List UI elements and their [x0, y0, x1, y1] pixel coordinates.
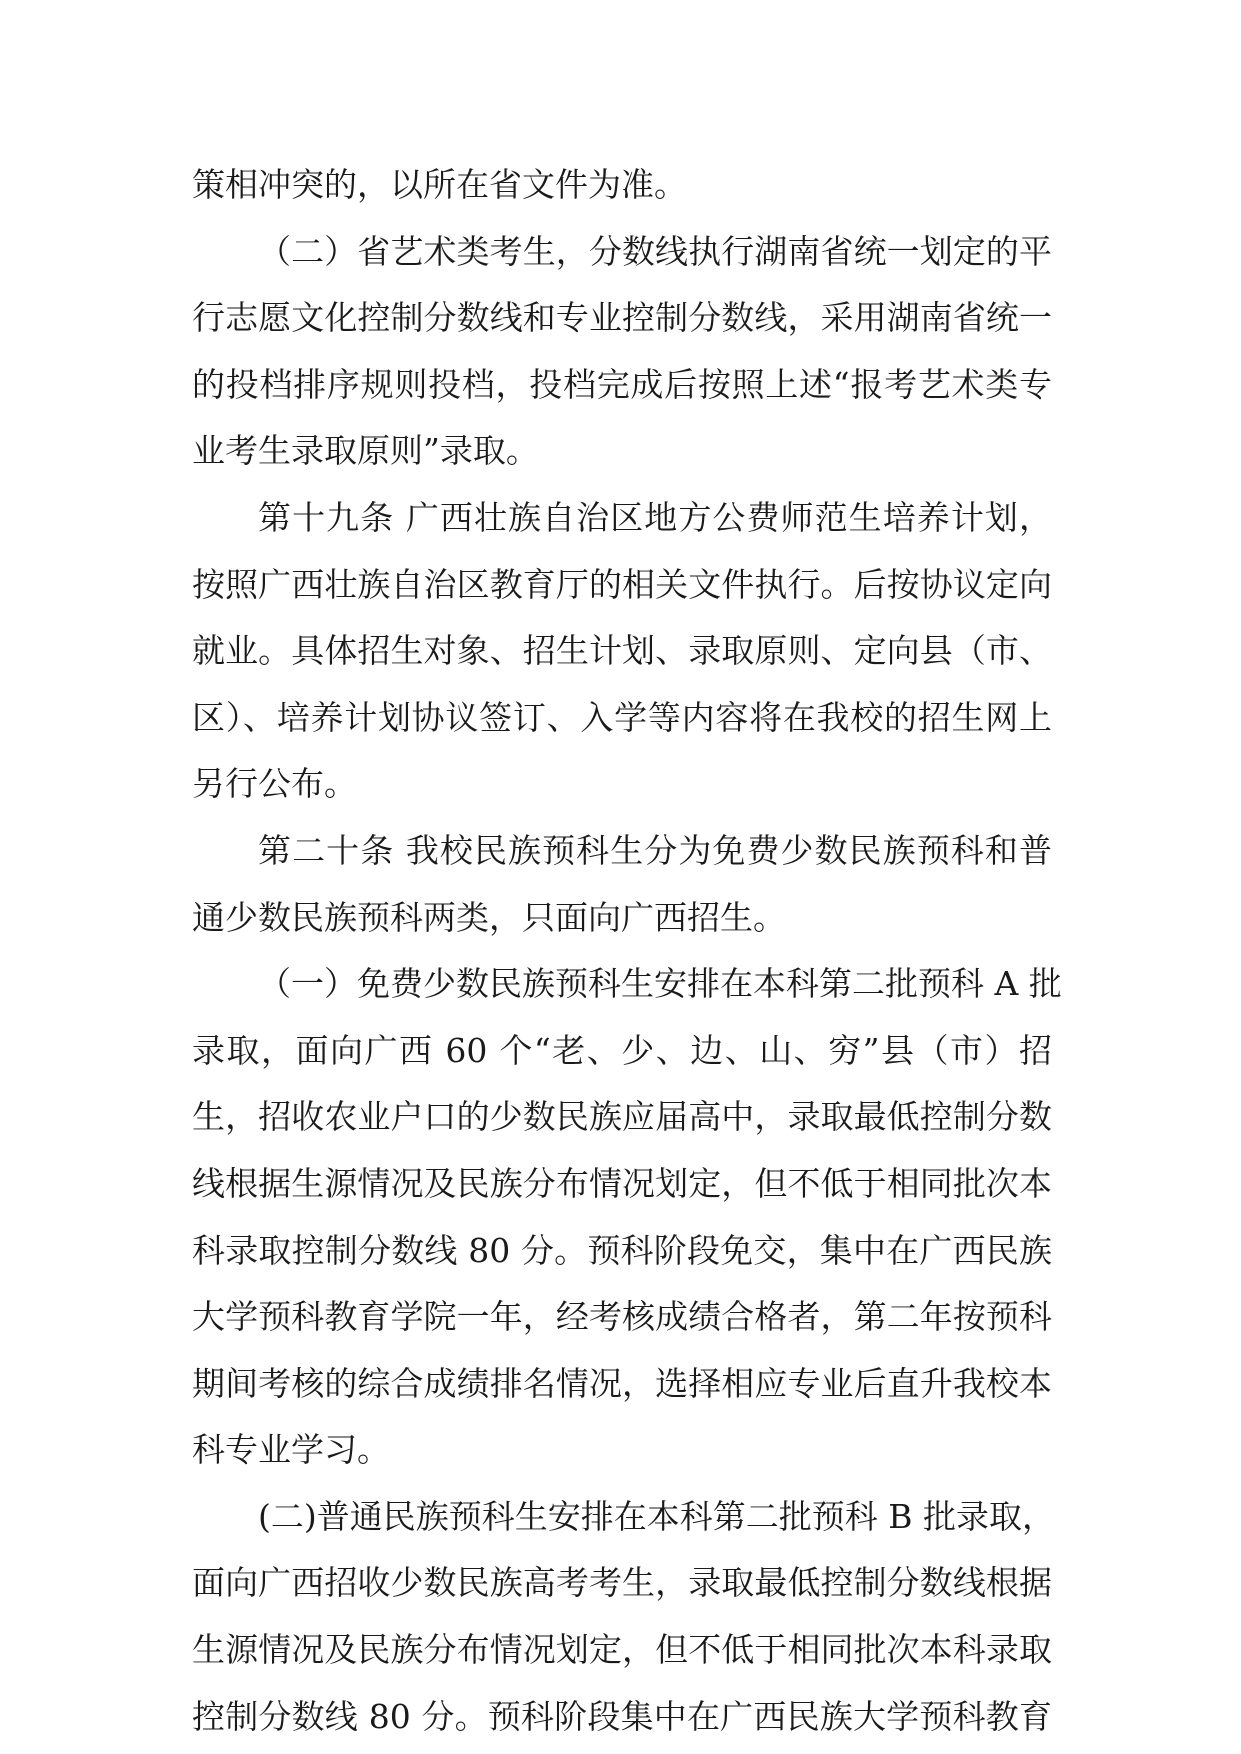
text-line: 科录取控制分数线 80 分。预科阶段免交，集中在广西民族 — [192, 1230, 1052, 1270]
text-line: 大学预科教育学院一年，经考核成绩合格者，第二年按预科 — [192, 1297, 1052, 1337]
text-line: （一）免费少数民族预科生安排在本科第二批预科 A 批 — [258, 964, 1062, 1004]
text-line: 面向广西招收少数民族高考考生，录取最低控制分数线根据 — [192, 1563, 1052, 1603]
text-line: 期间考核的综合成绩排名情况，选择相应专业后直升我校本 — [192, 1363, 1052, 1403]
text-line: 录取，面向广西 60 个“老、少、边、山、穷”县（市）招 — [192, 1030, 1052, 1070]
text-line: 行志愿文化控制分数线和专业控制分数线，采用湖南省统一 — [192, 298, 1052, 338]
text-line: 控制分数线 80 分。预科阶段集中在广西民族大学预科教育 — [192, 1696, 1052, 1736]
text-line: 业考生录取原则”录取。 — [192, 431, 539, 471]
text-line: 通少数民族预科两类，只面向广西招生。 — [192, 897, 786, 937]
text-line: 的投档排序规则投档，投档完成后按照上述“报考艺术类专 — [192, 364, 1052, 404]
text-line: 就业。具体招生对象、招生计划、录取原则、定向县（市、 — [192, 631, 1052, 671]
text-line: 区）、培养计划协议签订、入学等内容将在我校的招生网上 — [192, 697, 1052, 737]
text-line: (二)普通民族预科生安排在本科第二批预科 B 批录取， — [258, 1496, 1055, 1536]
text-line: 线根据生源情况及民族分布情况划定，但不低于相同批次本 — [192, 1163, 1052, 1203]
text-line: 按照广西壮族自治区教育厅的相关文件执行。后按协议定向 — [192, 564, 1052, 604]
text-line: 第十九条 广西壮族自治区地方公费师范生培养计划， — [258, 497, 1052, 537]
text-line: 生，招收农业户口的少数民族应届高中，录取最低控制分数 — [192, 1097, 1052, 1137]
text-line: （二）省艺术类考生，分数线执行湖南省统一划定的平 — [258, 231, 1052, 271]
text-line: 策相冲突的，以所在省文件为准。 — [192, 165, 687, 204]
text-line: 第二十条 我校民族预科生分为免费少数民族预科和普 — [258, 830, 1052, 870]
document-body — [192, 152, 1062, 1750]
text-line: 生源情况及民族分布情况划定，但不低于相同批次本科录取 — [192, 1630, 1052, 1670]
text-line: 科专业学习。 — [192, 1430, 390, 1470]
text-line: 另行公布。 — [192, 764, 357, 804]
